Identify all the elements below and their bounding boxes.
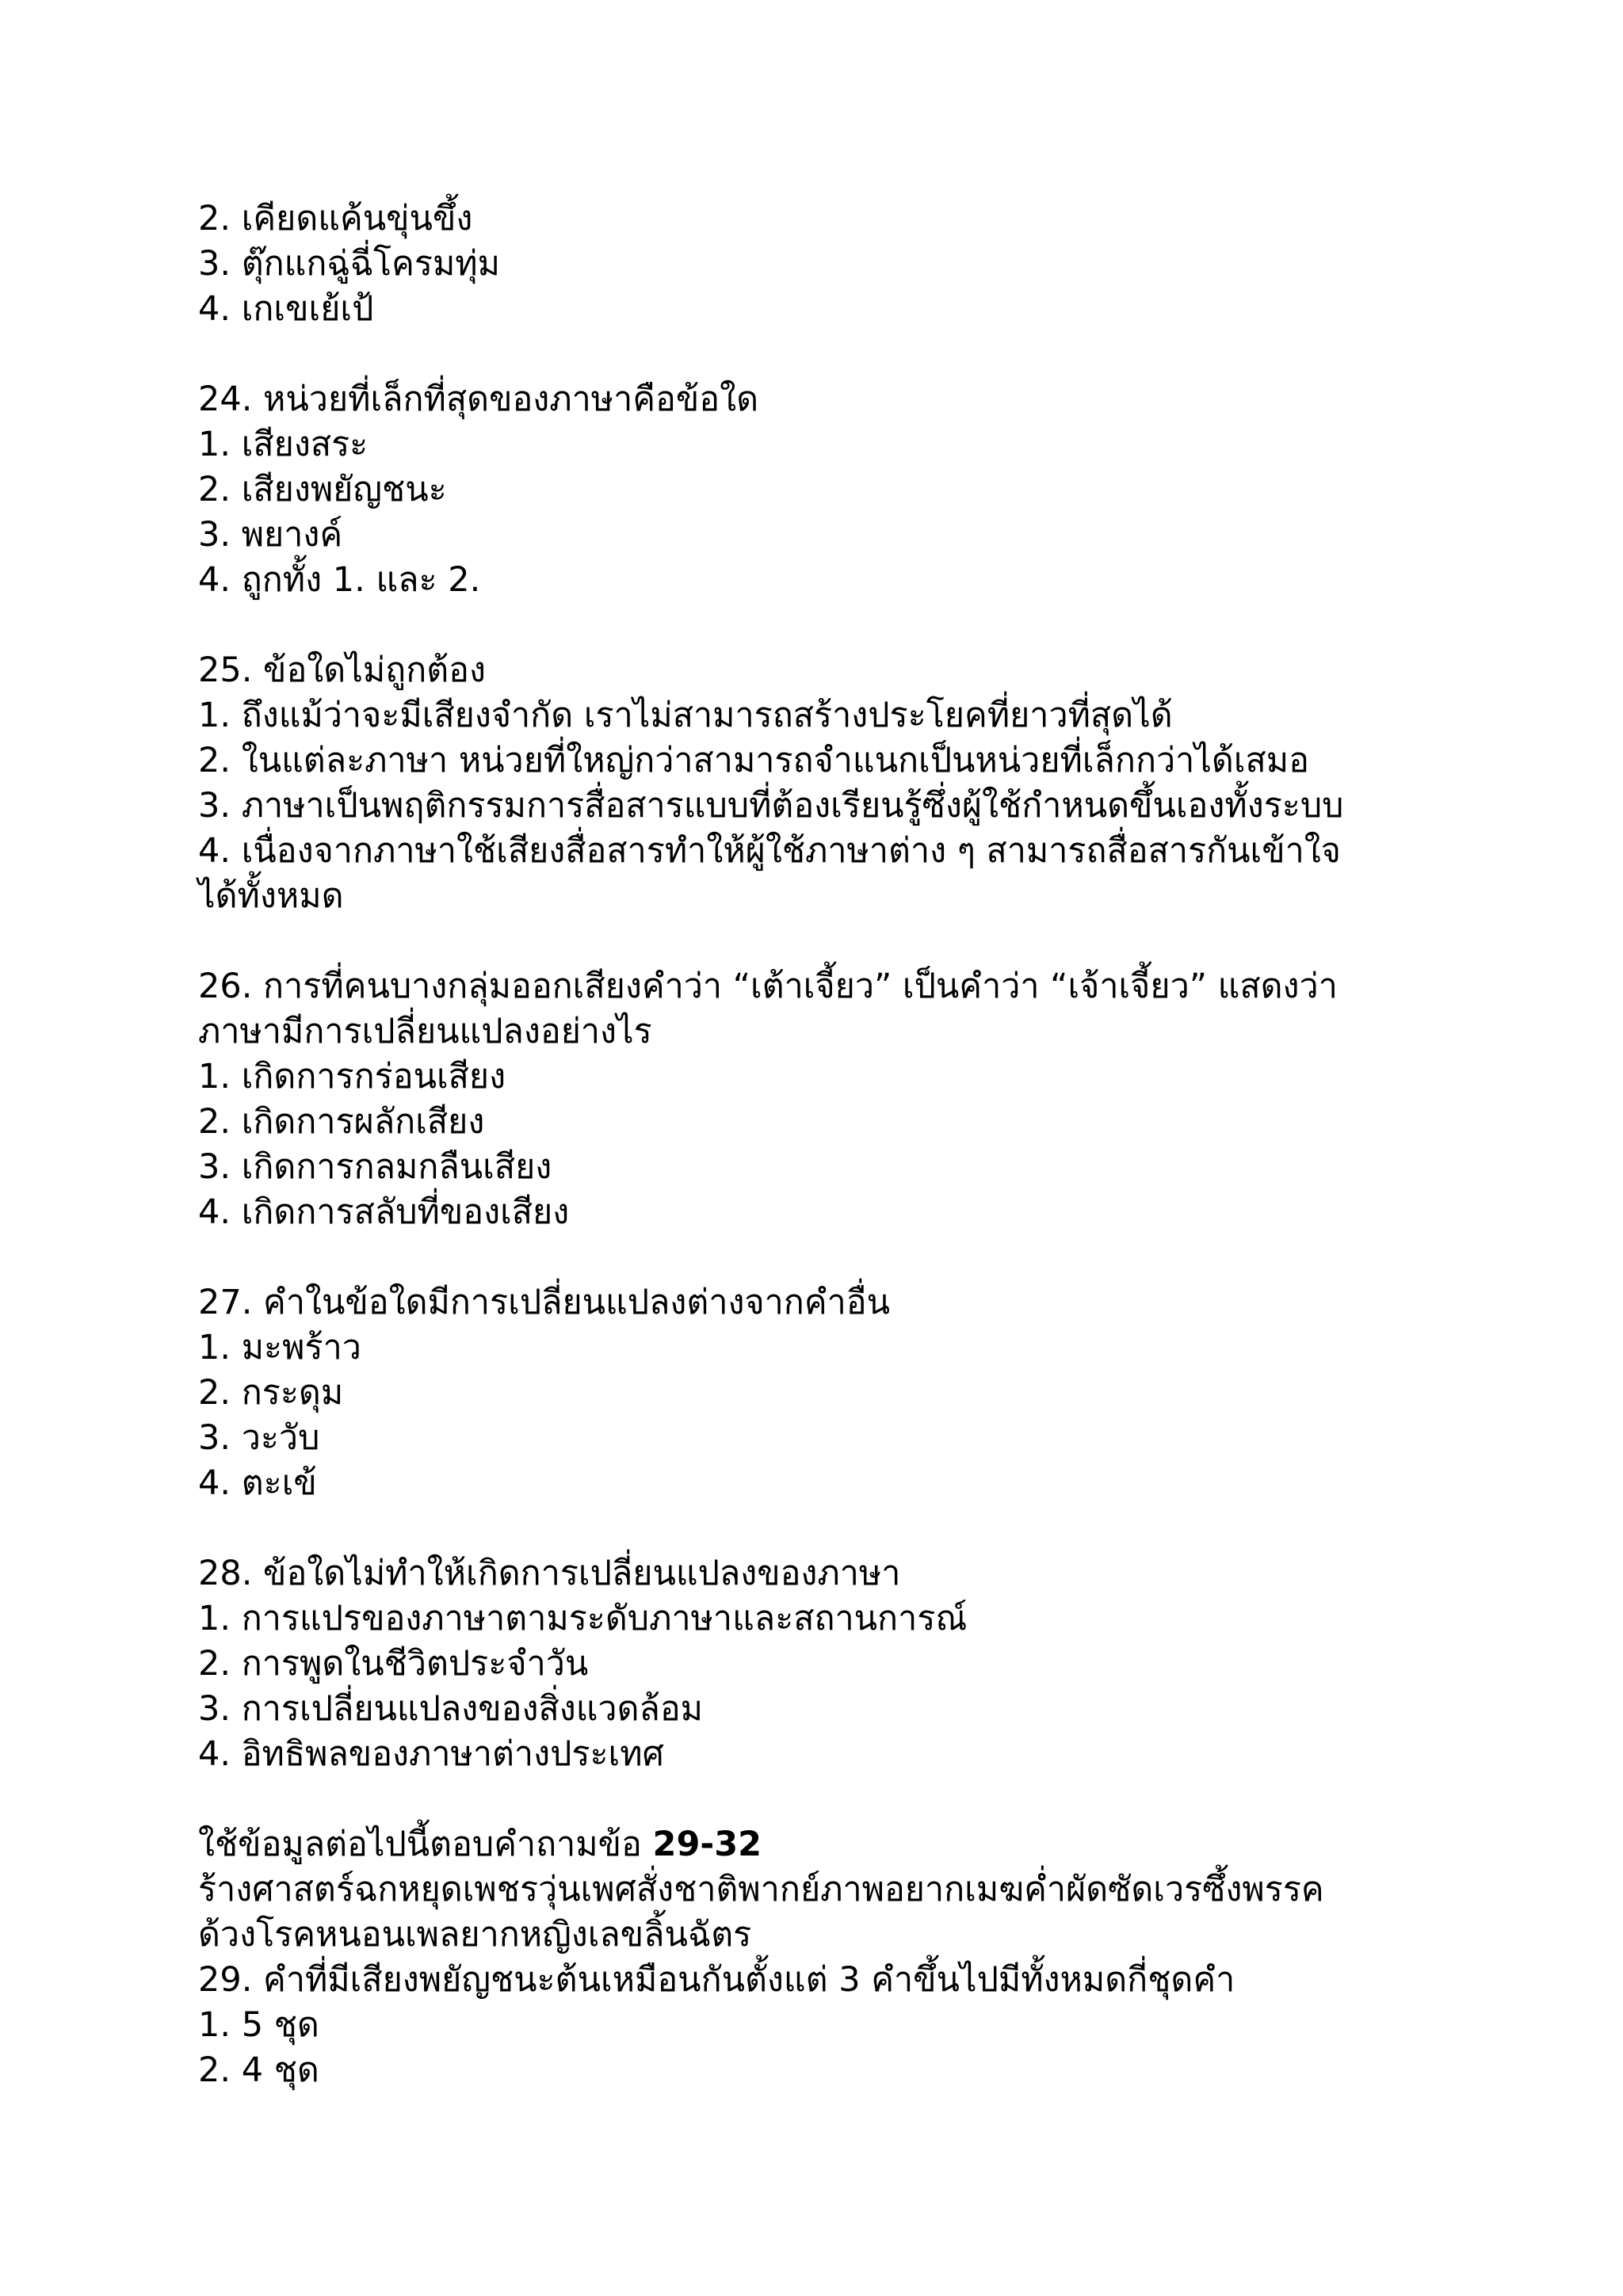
option-line: 3. วะวับ [198, 1418, 320, 1458]
option-line: 2. เสียงพยัญชนะ [198, 470, 447, 509]
question-text: 28. ข้อใดไม่ทำให้เกิดการเปลี่ยนแปลงของภาษา [198, 1554, 901, 1593]
option-line: 1. เสียงสระ [198, 425, 369, 464]
question-text: 25. ข้อใดไม่ถูกต้อง [198, 650, 486, 690]
option-line: 4. อิทธิพลของภาษาต่างประเทศ [198, 1734, 664, 1774]
option-line: 1. การแปรของภาษาตามระดับภาษาและสถานการณ์ [198, 1599, 968, 1638]
question-29 [198, 1958, 1498, 2093]
option-line: 2. ในแต่ละภาษา หน่วยที่ใหญ่กว่าสามารถจำแนกเป็นหน่วยที่เล็กกว่าได้เสมอ [198, 741, 1309, 780]
option-line: 3. พยางค์ [198, 515, 343, 555]
option-line: 1. เกิดการกร่อนเสียง [198, 1057, 506, 1097]
option-line: 1. ถึงแม้ว่าจะมีเสียงจำกัด เราไม่สามารถสร้างประโยคที่ยาวที่สุดได้ [198, 696, 1173, 735]
option-line: 2. เคียดแค้นขุ่นขึ้ง [198, 199, 473, 238]
question-27 [198, 1280, 1498, 1506]
passage-text-continued: ด้วงโรคหนอนเพลยากหญิงเลขลิ้นฉัตร [198, 1915, 752, 1955]
question-28 [198, 1551, 1498, 1777]
document-page [198, 196, 1498, 2093]
option-line: 4. ตะเข้ [198, 1463, 317, 1503]
passage-intro [198, 1822, 1498, 1867]
question-text-continued: ภาษามีการเปลี่ยนแปลงอย่างไร [198, 1012, 652, 1051]
option-line: 4. เกิดการสลับที่ของเสียง [198, 1192, 570, 1232]
option-line: 4. เกเขเย้เป้ [198, 289, 374, 329]
option-line: 1. 5 ชุด [198, 2005, 319, 2045]
option-line: 3. การเปลี่ยนแปลงของสิ่งแวดล้อม [198, 1689, 704, 1729]
option-line: 2. เกิดการผลักเสียง [198, 1102, 485, 1142]
passage-intro-text: ใช้ข้อมูลต่อไปนี้ตอบคำถามข้อ [198, 1825, 653, 1864]
passage [198, 1822, 1498, 1958]
option-line: 2. การพูดในชีวิตประจำวัน [198, 1644, 589, 1684]
option-line: 3. ภาษาเป็นพฤติกรรมการสื่อสารแบบที่ต้องเรียนรู้ซึ่งผู้ใช้กำหนดขึ้นเองทั้งระบบ [198, 786, 1344, 826]
question-25 [198, 648, 1498, 919]
question-26 [198, 964, 1498, 1235]
option-line-continued: ได้ทั้งหมด [198, 876, 344, 916]
question-text: 26. การที่คนบางกลุ่มออกเสียงคำว่า “เต้าเจี้ยว” เป็นคำว่า “เจ้าเจี้ยว” แสดงว่า [198, 967, 1338, 1006]
passage-text: ร้างศาสตร์ฉกหยุดเพชรวุ่นเพศสั่งชาติพากย์ภาพอยากเมฆค่ำผัดซัดเวรซึ้งพรรค [198, 1870, 1324, 1909]
option-line: 3. เกิดการกลมกลืนเสียง [198, 1147, 552, 1187]
option-line: 1. มะพร้าว [198, 1328, 361, 1367]
option-line: 3. ตุ๊กแกฉู่ฉี่โครมทุ่ม [198, 244, 500, 284]
passage-question-range: 29-32 [652, 1825, 762, 1864]
question-24 [198, 377, 1498, 603]
option-line: 4. เนื่องจากภาษาใช้เสียงสื่อสารทำให้ผู้ใช้ภาษาต่าง ๆ สามารถสื่อสารกันเข้าใจ [198, 831, 1341, 871]
option-line: 2. กระดุม [198, 1373, 344, 1413]
question-text: 24. หน่วยที่เล็กที่สุดของภาษาคือข้อใด [198, 379, 759, 419]
option-line: 4. ถูกทั้ง 1. และ 2. [198, 560, 481, 600]
carryover-options [198, 196, 1498, 332]
question-text: 29. คำที่มีเสียงพยัญชนะต้นเหมือนกันตั้งแต่ 3 คำขึ้นไปมีทั้งหมดกี่ชุดคำ [198, 1960, 1235, 2000]
option-line: 2. 4 ชุด [198, 2050, 319, 2090]
question-text: 27. คำในข้อใดมีการเปลี่ยนแปลงต่างจากคำอื่น [198, 1283, 890, 1322]
